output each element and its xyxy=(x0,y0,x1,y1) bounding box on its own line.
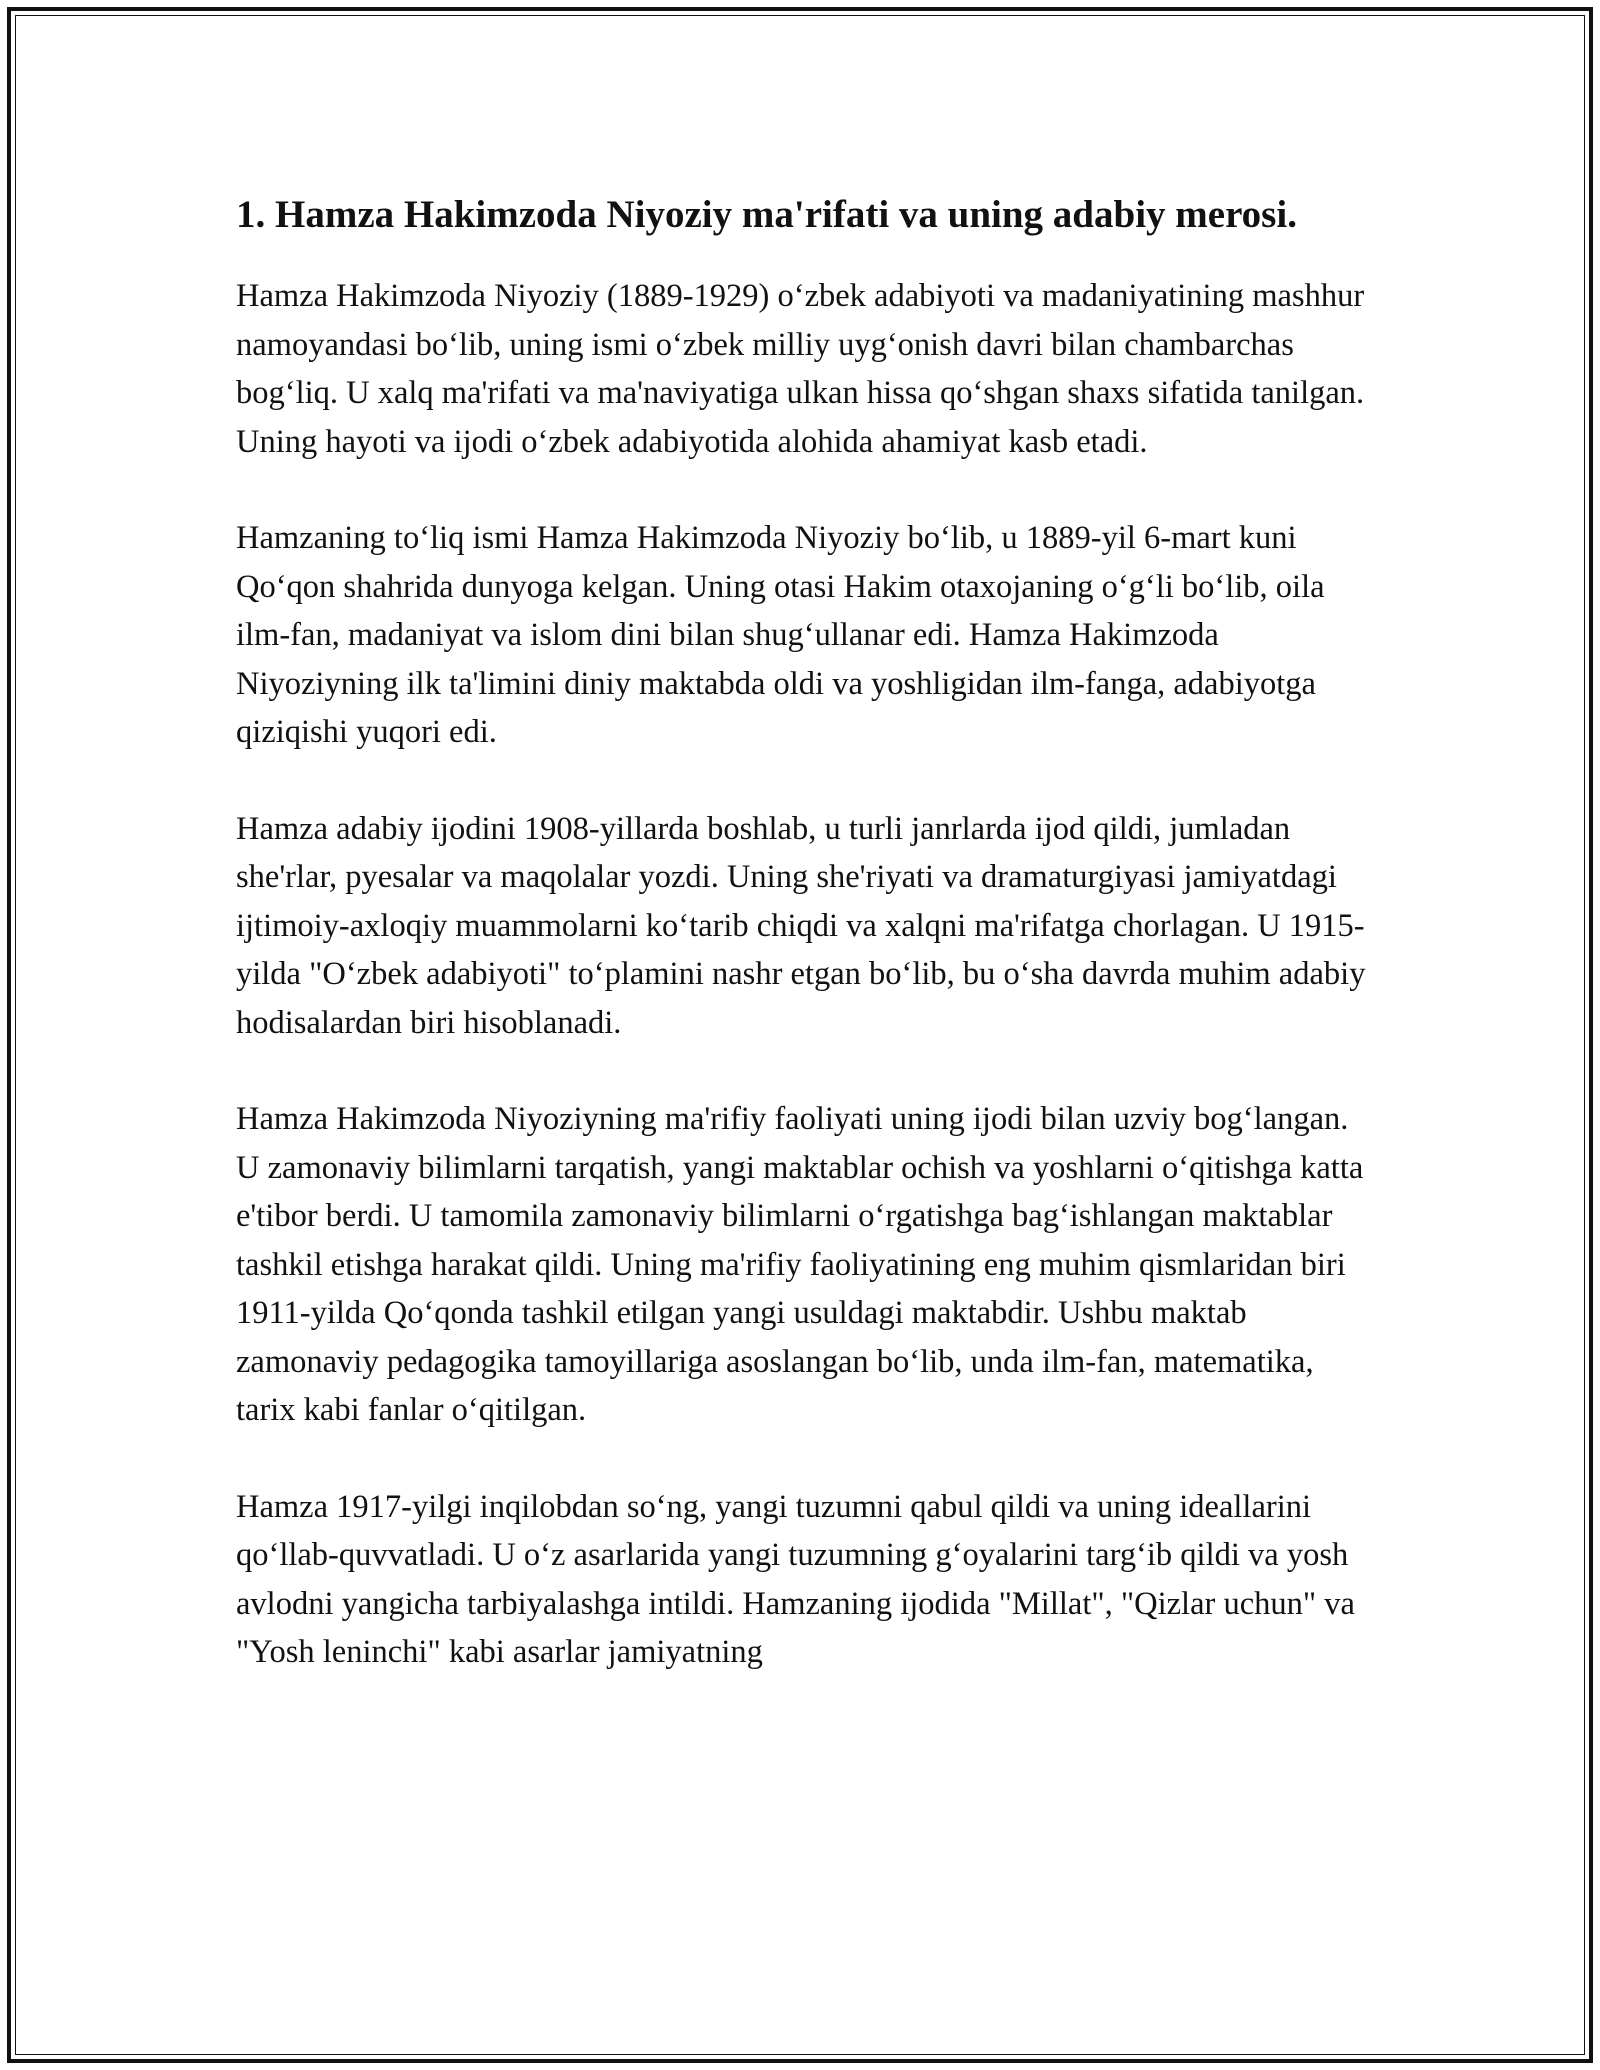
paragraph-3: Hamza adabiy ijodini 1908-yillarda boshlab, u turli janrlarda ijod qildi, jumladan she'rlar, pyesalar va maqolalar yozdi. Uning she'riyati va dramaturgiyasi jamiyatdagi ijtimoiy-axloqiy muammolarni ko‘tarib chiqdi va xalqni ma'rifatga chorlagan. U 1915-yilda "O‘zbek adabiyoti" to‘plamini nashr etgan bo‘lib, bu o‘sha davrda muhim adabiy hodisalardan biri hisoblanadi. xyxy=(236,810,1366,1041)
paragraph-4: Hamza Hakimzoda Niyoziyning ma'rifiy faoliyati uning ijodi bilan uzviy bog‘langan. U zamonaviy bilimlarni tarqatish, yangi maktablar ochish va yoshlarni o‘qitishga katta e'tibor berdi. U tamomila zamonaviy bilimlarni o‘rgatishga bag‘ishlangan maktablar tashkil etishga harakat qildi. Uning ma'rifiy faoliyatining eng muhim qismlaridan biri 1911-yilda Qo‘qonda tashkil etilgan yangi usuldagi maktabdir. Ushbu maktab zamonaviy pedagogika tamoyillariga asoslangan bo‘lib, unda ilm-fan, matematika, tarix kabi fanlar o‘qitilgan. xyxy=(236,1101,1364,1428)
paragraph-1: Hamza Hakimzoda Niyoziy (1889-1929) o‘zbek adabiyoti va madaniyatining mashhur namoyandasi bo‘lib, uning ismi o‘zbek milliy uyg‘onish davri bilan chambarchas bog‘liq. U xalq ma'rifati va ma'naviyatiga ulkan hissa qo‘shgan shaxs sifatida tanilgan. Uning hayoti va ijodi o‘zbek adabiyotida alohida ahamiyat kasb etadi. xyxy=(236,278,1365,460)
paragraph-5: Hamza 1917-yilgi inqilobdan so‘ng, yangi tuzumni qabul qildi va uning ideallarini qo‘llab-quvvatladi. U o‘z asarlarida yangi tuzumning g‘oyalarini targ‘ib qildi va yosh avlodni yangicha tarbiyalashga intildi. Hamzaning ijodida "Millat", "Qizlar uchun" va "Yosh leninchi" kabi asarlar jamiyatning xyxy=(236,1488,1355,1670)
document-body xyxy=(236,188,1366,1725)
paragraph-2: Hamzaning to‘liq ismi Hamza Hakimzoda Niyoziy bo‘lib, u 1889-yil 6-mart kuni Qo‘qon shahrida dunyoga kelgan. Uning otasi Hakim otaxojaning o‘g‘li bo‘lib, oila ilm-fan, madaniyat va islom dini bilan shug‘ullanar edi. Hamza Hakimzoda Niyoziyning ilk ta'limini diniy maktabda oldi va yoshligidan ilm-fanga, adabiyotga qiziqishi yuqori edi. xyxy=(236,520,1325,750)
document-heading: 1. Hamza Hakimzoda Niyoziy ma'rifati va uning adabiy merosi. xyxy=(236,193,1297,236)
